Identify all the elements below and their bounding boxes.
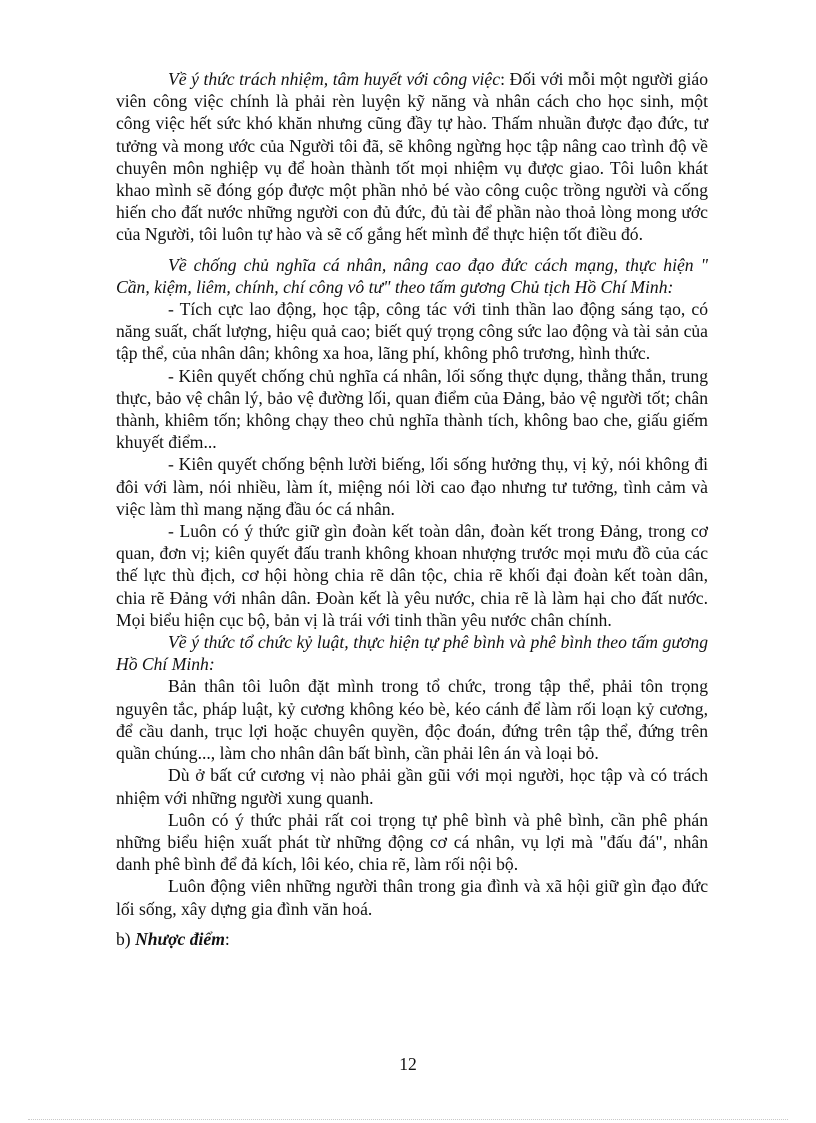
paragraph-responsibility: [116, 68, 708, 246]
page-number: 12: [399, 1054, 417, 1074]
page-content: [116, 68, 708, 950]
paragraph-discipline-2: Dù ở bất cứ cương vị nào phải gần gũi với mọi người, học tập và có trách nhiệm với những người xung quanh.: [116, 765, 708, 808]
bullet-item-4: - Luôn có ý thức giữ gìn đoàn kết toàn dân, đoàn kết trong Đảng, trong cơ quan, đơn vị; kiên quyết đấu tranh không khoan nhượng trước mọi mưu đồ của các thế lực thù địch, cơ hội hòng chia rẽ dân tộc, chia rẽ khối đại đoàn kết toàn dân, chia rẽ Đảng với nhân dân. Đoàn kết là yêu nước, chia rẽ là làm hại cho đất nước. Mọi biểu hiện cục bộ, bản vị là trái với tinh thần yêu nước chân chính.: [116, 521, 708, 630]
subheading-weaknesses: [116, 928, 708, 950]
subheading-label: Nhược điểm: [135, 928, 225, 949]
bullet-item-3: - Kiên quyết chống bệnh lười biếng, lối sống hưởng thụ, vị kỷ, nói không đi đôi với làm, nói nhiều, làm ít, miệng nói lời cao đạo nhưng tư tưởng, tình cảm và việc làm thì mang nặng đầu óc cá nhân.: [116, 454, 708, 519]
section-heading-individualism: Về chống chủ nghĩa cá nhân, nâng cao đạo đức cách mạng, thực hiện " Cần, kiệm, liêm, chính, chí công vô tư" theo tấm gương Chủ tịch Hồ Chí Minh:: [116, 254, 708, 297]
section-heading-responsibility: Về ý thức trách nhiệm, tâm huyết với công việc: [168, 69, 501, 89]
paragraph-responsibility-text: : Đối với mỗi một người giáo viên công việc chính là phải rèn luyện kỹ năng và nhân cách cho học sinh, một công việc hết sức khó khăn nhưng cũng đầy tự hào. Thấm nhuần được đạo đức, tư tưởng và mong ước của Người tôi đã, sẽ không ngừng học tập nâng cao trình độ về chuyên môn nghiệp vụ để hoàn thành tốt mọi nhiệm vụ được giao. Tôi luôn khát khao mình sẽ đóng góp được một phần nhỏ bé vào công cuộc trồng người và cống hiến cho đất nước những người con đủ đức, đủ tài để phần nào thoả lòng mong ước của Người, tôi luôn tự hào và sẽ cố gắng hết mình để thực hiện tốt điều đó.: [116, 69, 708, 245]
paragraph-discipline-3: Luôn có ý thức phải rất coi trọng tự phê bình và phê bình, cần phê phán những biểu hiện xuất phát từ những động cơ cá nhân, vụ lợi mà "đấu đá", nhân danh phê bình để đả kích, lôi kéo, chia rẽ, làm rối nội bộ.: [116, 809, 708, 875]
subheading-suffix: :: [224, 928, 230, 949]
paragraph-discipline-4: Luôn động viên những người thân trong gia đình và xã hội giữ gìn đạo đức lối sống, xây dựng gia đình văn hoá.: [116, 876, 708, 919]
page-bottom-divider: [28, 1119, 788, 1120]
paragraph-discipline-1: Bản thân tôi luôn đặt mình trong tổ chức, trong tập thể, phải tôn trọng nguyên tắc, pháp luật, kỷ cương không kéo bè, kéo cánh để làm rối loạn kỷ cương, để cầu danh, trục lợi hoặc chuyên quyền, độc đoán, đứng trên tập thể, đứng trên quần chúng..., làm cho nhân dân bất bình, cần phải lên án và loại bỏ.: [116, 676, 708, 764]
subheading-prefix: b): [116, 928, 136, 949]
section-heading-discipline: Về ý thức tổ chức kỷ luật, thực hiện tự phê bình và phê bình theo tấm gương Hồ Chí Minh:: [116, 632, 708, 675]
bullet-item-1: - Tích cực lao động, học tập, công tác với tinh thần lao động sáng tạo, có năng suất, chất lượng, hiệu quả cao; biết quý trọng công sức lao động và tài sản của tập thể, của nhân dân; không xa hoa, lãng phí, không phô trương, hình thức.: [116, 299, 708, 364]
bullet-item-2: - Kiên quyết chống chủ nghĩa cá nhân, lối sống thực dụng, thẳng thắn, trung thực, bảo vệ chân lý, bảo vệ đường lối, quan điểm của Đảng, bảo vệ người tốt; chân thành, khiêm tốn; không chạy theo chủ nghĩa thành tích, không bao che, giấu giếm khuyết điểm...: [116, 365, 708, 453]
